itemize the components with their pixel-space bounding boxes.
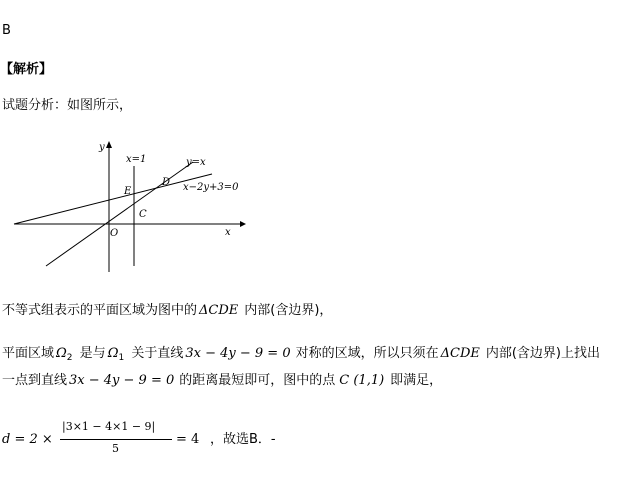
sentence-3-c: 即满足， — [390, 373, 443, 388]
sentence-2-e: 内部(含边界)上找出 — [485, 346, 601, 361]
sentence-3-a: 一点到直线 — [2, 373, 68, 388]
graph-label-E: E — [124, 186, 132, 197]
triangle-cde-2: ΔCDE — [440, 346, 480, 361]
sentence-3 — [2, 373, 442, 389]
graph-label-line: x−2y+3=0 — [183, 182, 239, 193]
graph-label-O: O — [110, 228, 119, 239]
section-header: 【解析】 — [0, 62, 53, 77]
graph-label-D: D — [162, 177, 171, 188]
analysis-intro: 试题分析：如图所示， — [2, 98, 133, 113]
omega-2-sub: 2 — [66, 353, 73, 363]
sentence-1-pre: 不等式组表示的平面区域为图中的 — [2, 303, 198, 318]
omega-1: Ω — [107, 346, 119, 361]
sentence-1 — [2, 303, 332, 319]
sentence-1-post: 内部(含边界)， — [244, 303, 333, 318]
formula-denominator: 5 — [112, 442, 119, 455]
sentence-2-a: 平面区域 — [2, 346, 55, 361]
sentence-2 — [2, 346, 600, 363]
distance-formula — [2, 420, 332, 460]
graph-label-y: y — [99, 142, 105, 153]
sentence-2-c: 关于直线 — [131, 346, 184, 361]
fraction-bar — [60, 439, 172, 440]
line-y-equals-x — [46, 162, 193, 266]
line-equation-1: 3x − 4y − 9 = 0 — [185, 346, 291, 361]
line-equation-2: 3x − 4y − 9 = 0 — [69, 373, 175, 388]
graph-label-x1: x=1 — [126, 154, 147, 165]
y-axis-arrow — [106, 141, 112, 148]
sentence-2-b: 是与 — [79, 346, 106, 361]
sentence-3-b: 的距离最短即可，图中的点 — [179, 373, 336, 388]
formula-lhs: d = 2 × — [2, 432, 53, 447]
coordinate-graph — [0, 138, 260, 278]
triangle-cde: ΔCDE — [199, 303, 239, 318]
x-axis-arrow — [240, 221, 246, 227]
formula-tail: ，故选B．- — [210, 432, 276, 447]
omega-1-sub: 1 — [118, 353, 125, 363]
graph-label-x: x — [225, 227, 231, 238]
sentence-2-d: 对称的区域，所以只须在 — [295, 346, 439, 361]
formula-numerator: |3×1 − 4×1 − 9| — [62, 420, 156, 433]
graph-label-C: C — [139, 209, 147, 220]
formula-rhs: = 4 — [176, 432, 200, 447]
point-c: C (1,1) — [339, 373, 385, 388]
graph-label-yx: y=x — [186, 157, 206, 168]
omega-2: Ω — [56, 346, 67, 361]
answer-letter: B — [2, 23, 11, 38]
